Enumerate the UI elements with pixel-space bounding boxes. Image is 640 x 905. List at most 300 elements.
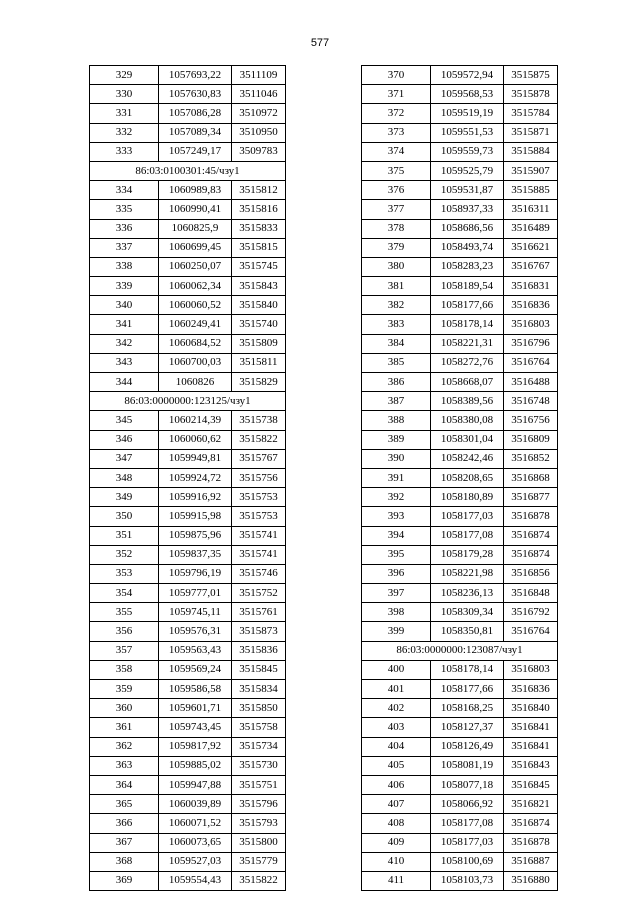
- point-number-cell: 374: [362, 142, 431, 161]
- table-row: [90, 334, 286, 353]
- table-row: [90, 641, 286, 660]
- table-row: [362, 660, 558, 679]
- y-coordinate-cell: 3515822: [232, 430, 286, 449]
- y-coordinate-cell: 3516311: [504, 200, 558, 219]
- table-row: [90, 584, 286, 603]
- x-coordinate-cell: 1059885,02: [159, 756, 232, 775]
- table-row: [362, 142, 558, 161]
- y-coordinate-cell: 3516887: [504, 852, 558, 871]
- x-coordinate-cell: 1058189,54: [431, 277, 504, 296]
- coordinates-table-left: [89, 65, 286, 891]
- x-coordinate-cell: 1058177,08: [431, 814, 504, 833]
- table-row: [90, 411, 286, 430]
- point-number-cell: 332: [90, 123, 159, 142]
- point-number-cell: 410: [362, 852, 431, 871]
- y-coordinate-cell: 3516878: [504, 507, 558, 526]
- x-coordinate-cell: 1058686,56: [431, 219, 504, 238]
- table-row: [90, 315, 286, 334]
- table-row: [90, 507, 286, 526]
- y-coordinate-cell: 3516856: [504, 564, 558, 583]
- x-coordinate-cell: 1057089,34: [159, 123, 232, 142]
- x-coordinate-cell: 1058066,92: [431, 795, 504, 814]
- point-number-cell: 389: [362, 430, 431, 449]
- point-number-cell: 402: [362, 699, 431, 718]
- y-coordinate-cell: 3515753: [232, 488, 286, 507]
- table-row: [90, 277, 286, 296]
- y-coordinate-cell: 3516840: [504, 699, 558, 718]
- point-number-cell: 334: [90, 181, 159, 200]
- x-coordinate-cell: 1060039,89: [159, 795, 232, 814]
- y-coordinate-cell: 3516803: [504, 315, 558, 334]
- point-number-cell: 352: [90, 545, 159, 564]
- point-number-cell: 344: [90, 373, 159, 392]
- x-coordinate-cell: 1060249,41: [159, 315, 232, 334]
- x-coordinate-cell: 1058127,37: [431, 718, 504, 737]
- y-coordinate-cell: 3516874: [504, 814, 558, 833]
- y-coordinate-cell: 3515741: [232, 526, 286, 545]
- y-coordinate-cell: 3516868: [504, 468, 558, 487]
- point-number-cell: 349: [90, 488, 159, 507]
- point-number-cell: 345: [90, 411, 159, 430]
- point-number-cell: 403: [362, 718, 431, 737]
- table-row: [90, 430, 286, 449]
- y-coordinate-cell: 3515850: [232, 699, 286, 718]
- point-number-cell: 369: [90, 871, 159, 890]
- x-coordinate-cell: 1060071,52: [159, 814, 232, 833]
- y-coordinate-cell: 3515845: [232, 660, 286, 679]
- point-number-cell: 368: [90, 852, 159, 871]
- x-coordinate-cell: 1058221,31: [431, 334, 504, 353]
- point-number-cell: 399: [362, 622, 431, 641]
- point-number-cell: 358: [90, 660, 159, 679]
- table-row: [362, 85, 558, 104]
- y-coordinate-cell: 3515815: [232, 238, 286, 257]
- table-row: [90, 353, 286, 372]
- x-coordinate-cell: 1058100,69: [431, 852, 504, 871]
- y-coordinate-cell: 3516488: [504, 373, 558, 392]
- point-number-cell: 364: [90, 775, 159, 794]
- x-coordinate-cell: 1059551,53: [431, 123, 504, 142]
- table-row: [362, 334, 558, 353]
- point-number-cell: 348: [90, 468, 159, 487]
- x-coordinate-cell: 1058301,04: [431, 430, 504, 449]
- y-coordinate-cell: 3516836: [504, 296, 558, 315]
- point-number-cell: 370: [362, 66, 431, 85]
- table-row: [362, 277, 558, 296]
- point-number-cell: 343: [90, 353, 159, 372]
- x-coordinate-cell: 1058177,66: [431, 680, 504, 699]
- point-number-cell: 392: [362, 488, 431, 507]
- point-number-cell: 387: [362, 392, 431, 411]
- x-coordinate-cell: 1058126,49: [431, 737, 504, 756]
- table-row: [362, 411, 558, 430]
- x-coordinate-cell: 1059916,92: [159, 488, 232, 507]
- y-coordinate-cell: 3515752: [232, 584, 286, 603]
- y-coordinate-cell: 3515746: [232, 564, 286, 583]
- point-number-cell: 375: [362, 161, 431, 180]
- x-coordinate-cell: 1060250,07: [159, 257, 232, 276]
- x-coordinate-cell: 1058177,08: [431, 526, 504, 545]
- table-row: [90, 66, 286, 85]
- point-number-cell: 366: [90, 814, 159, 833]
- x-coordinate-cell: 1059796,19: [159, 564, 232, 583]
- point-number-cell: 384: [362, 334, 431, 353]
- x-coordinate-cell: 1059601,71: [159, 699, 232, 718]
- y-coordinate-cell: 3515745: [232, 257, 286, 276]
- x-coordinate-cell: 1058177,03: [431, 507, 504, 526]
- x-coordinate-cell: 1058937,33: [431, 200, 504, 219]
- table-row: [362, 718, 558, 737]
- x-coordinate-cell: 1059743,45: [159, 718, 232, 737]
- y-coordinate-cell: 3515822: [232, 871, 286, 890]
- y-coordinate-cell: 3515834: [232, 680, 286, 699]
- table-row: [362, 545, 558, 564]
- table-row: [90, 833, 286, 852]
- point-number-cell: 396: [362, 564, 431, 583]
- table-row: [362, 66, 558, 85]
- point-number-cell: 333: [90, 142, 159, 161]
- y-coordinate-cell: 3515761: [232, 603, 286, 622]
- x-coordinate-cell: 1059576,31: [159, 622, 232, 641]
- point-number-cell: 380: [362, 257, 431, 276]
- point-number-cell: 337: [90, 238, 159, 257]
- table-row: [90, 660, 286, 679]
- table-row: [90, 257, 286, 276]
- x-coordinate-cell: 1058177,03: [431, 833, 504, 852]
- table-row: [362, 564, 558, 583]
- x-coordinate-cell: 1058168,25: [431, 699, 504, 718]
- y-coordinate-cell: 3511109: [232, 66, 286, 85]
- x-coordinate-cell: 1059525,79: [431, 161, 504, 180]
- point-number-cell: 335: [90, 200, 159, 219]
- point-number-cell: 376: [362, 181, 431, 200]
- table-row: [362, 449, 558, 468]
- point-number-cell: 356: [90, 622, 159, 641]
- table-row: [362, 257, 558, 276]
- x-coordinate-cell: 1060214,39: [159, 411, 232, 430]
- y-coordinate-cell: 3515809: [232, 334, 286, 353]
- point-number-cell: 407: [362, 795, 431, 814]
- table-row: [362, 526, 558, 545]
- point-number-cell: 365: [90, 795, 159, 814]
- point-number-cell: 360: [90, 699, 159, 718]
- y-coordinate-cell: 3516792: [504, 603, 558, 622]
- x-coordinate-cell: 1059554,43: [159, 871, 232, 890]
- table-row: [90, 852, 286, 871]
- table-row: [362, 584, 558, 603]
- table-row: [362, 737, 558, 756]
- point-number-cell: 411: [362, 871, 431, 890]
- y-coordinate-cell: 3515800: [232, 833, 286, 852]
- x-coordinate-cell: 1060073,65: [159, 833, 232, 852]
- x-coordinate-cell: 1058103,73: [431, 871, 504, 890]
- point-number-cell: 371: [362, 85, 431, 104]
- x-coordinate-cell: 1059915,98: [159, 507, 232, 526]
- y-coordinate-cell: 3516821: [504, 795, 558, 814]
- table-row: [362, 871, 558, 890]
- table-row: [362, 296, 558, 315]
- y-coordinate-cell: 3515840: [232, 296, 286, 315]
- point-number-cell: 394: [362, 526, 431, 545]
- section-header-row: [90, 161, 286, 180]
- table-row: [362, 699, 558, 718]
- x-coordinate-cell: 1057693,22: [159, 66, 232, 85]
- y-coordinate-cell: 3516489: [504, 219, 558, 238]
- point-number-cell: 404: [362, 737, 431, 756]
- x-coordinate-cell: 1060989,83: [159, 181, 232, 200]
- y-coordinate-cell: 3515758: [232, 718, 286, 737]
- point-number-cell: 342: [90, 334, 159, 353]
- table-row: [362, 353, 558, 372]
- y-coordinate-cell: 3515796: [232, 795, 286, 814]
- point-number-cell: 405: [362, 756, 431, 775]
- point-number-cell: 367: [90, 833, 159, 852]
- y-coordinate-cell: 3516764: [504, 622, 558, 641]
- coordinates-table-right: [361, 65, 558, 891]
- x-coordinate-cell: 1058350,81: [431, 622, 504, 641]
- y-coordinate-cell: 3516748: [504, 392, 558, 411]
- y-coordinate-cell: 3515784: [504, 104, 558, 123]
- table-row: [90, 737, 286, 756]
- table-row: [362, 238, 558, 257]
- table-row: [90, 85, 286, 104]
- y-coordinate-cell: 3515885: [504, 181, 558, 200]
- point-number-cell: 395: [362, 545, 431, 564]
- table-row: [362, 315, 558, 334]
- table-row: [90, 871, 286, 890]
- x-coordinate-cell: 1059837,35: [159, 545, 232, 564]
- y-coordinate-cell: 3515740: [232, 315, 286, 334]
- table-row: [90, 373, 286, 392]
- point-number-cell: 357: [90, 641, 159, 660]
- section-cadastral-number: 86:03:0100301:45/чзу1: [90, 161, 286, 180]
- y-coordinate-cell: 3515833: [232, 219, 286, 238]
- y-coordinate-cell: 3515753: [232, 507, 286, 526]
- point-number-cell: 378: [362, 219, 431, 238]
- y-coordinate-cell: 3516756: [504, 411, 558, 430]
- table-row: [362, 104, 558, 123]
- section-header-row: [362, 641, 558, 660]
- x-coordinate-cell: 1060699,45: [159, 238, 232, 257]
- y-coordinate-cell: 3516878: [504, 833, 558, 852]
- y-coordinate-cell: 3516874: [504, 526, 558, 545]
- x-coordinate-cell: 1058179,28: [431, 545, 504, 564]
- y-coordinate-cell: 3516621: [504, 238, 558, 257]
- x-coordinate-cell: 1057249,17: [159, 142, 232, 161]
- point-number-cell: 383: [362, 315, 431, 334]
- x-coordinate-cell: 1058668,07: [431, 373, 504, 392]
- x-coordinate-cell: 1057086,28: [159, 104, 232, 123]
- section-header-row: [90, 392, 286, 411]
- y-coordinate-cell: 3516841: [504, 737, 558, 756]
- table-row: [90, 814, 286, 833]
- x-coordinate-cell: 1059745,11: [159, 603, 232, 622]
- table-row: [362, 468, 558, 487]
- x-coordinate-cell: 1059817,92: [159, 737, 232, 756]
- point-number-cell: 382: [362, 296, 431, 315]
- point-number-cell: 391: [362, 468, 431, 487]
- point-number-cell: 386: [362, 373, 431, 392]
- table-row: [362, 852, 558, 871]
- point-number-cell: 329: [90, 66, 159, 85]
- y-coordinate-cell: 3515756: [232, 468, 286, 487]
- y-coordinate-cell: 3515779: [232, 852, 286, 871]
- point-number-cell: 409: [362, 833, 431, 852]
- y-coordinate-cell: 3515843: [232, 277, 286, 296]
- point-number-cell: 341: [90, 315, 159, 334]
- x-coordinate-cell: 1058208,65: [431, 468, 504, 487]
- table-row: [90, 603, 286, 622]
- point-number-cell: 363: [90, 756, 159, 775]
- table-row: [90, 564, 286, 583]
- y-coordinate-cell: 3515878: [504, 85, 558, 104]
- y-coordinate-cell: 3516852: [504, 449, 558, 468]
- x-coordinate-cell: 1058077,18: [431, 775, 504, 794]
- x-coordinate-cell: 1058236,13: [431, 584, 504, 603]
- point-number-cell: 350: [90, 507, 159, 526]
- y-coordinate-cell: 3510972: [232, 104, 286, 123]
- table-row: [362, 814, 558, 833]
- table-row: [90, 699, 286, 718]
- table-row: [90, 680, 286, 699]
- y-coordinate-cell: 3515738: [232, 411, 286, 430]
- table-row: [362, 833, 558, 852]
- x-coordinate-cell: 1059559,73: [431, 142, 504, 161]
- x-coordinate-cell: 1058283,23: [431, 257, 504, 276]
- point-number-cell: 362: [90, 737, 159, 756]
- x-coordinate-cell: 1060684,52: [159, 334, 232, 353]
- table-row: [90, 123, 286, 142]
- x-coordinate-cell: 1058309,34: [431, 603, 504, 622]
- x-coordinate-cell: 1059572,94: [431, 66, 504, 85]
- x-coordinate-cell: 1060826: [159, 373, 232, 392]
- x-coordinate-cell: 1060062,34: [159, 277, 232, 296]
- point-number-cell: 388: [362, 411, 431, 430]
- y-coordinate-cell: 3510950: [232, 123, 286, 142]
- x-coordinate-cell: 1058493,74: [431, 238, 504, 257]
- y-coordinate-cell: 3516831: [504, 277, 558, 296]
- point-number-cell: 361: [90, 718, 159, 737]
- table-row: [90, 200, 286, 219]
- point-number-cell: 390: [362, 449, 431, 468]
- table-row: [90, 104, 286, 123]
- point-number-cell: 379: [362, 238, 431, 257]
- y-coordinate-cell: 3516796: [504, 334, 558, 353]
- y-coordinate-cell: 3515907: [504, 161, 558, 180]
- point-number-cell: 381: [362, 277, 431, 296]
- section-cadastral-number: 86:03:0000000:123125/чзу1: [90, 392, 286, 411]
- x-coordinate-cell: 1059875,96: [159, 526, 232, 545]
- point-number-cell: 373: [362, 123, 431, 142]
- y-coordinate-cell: 3515875: [504, 66, 558, 85]
- x-coordinate-cell: 1059586,58: [159, 680, 232, 699]
- y-coordinate-cell: 3509783: [232, 142, 286, 161]
- y-coordinate-cell: 3515836: [232, 641, 286, 660]
- left-table-body: [90, 66, 286, 891]
- y-coordinate-cell: 3515767: [232, 449, 286, 468]
- x-coordinate-cell: 1059949,81: [159, 449, 232, 468]
- y-coordinate-cell: 3515730: [232, 756, 286, 775]
- table-row: [362, 123, 558, 142]
- y-coordinate-cell: 3515829: [232, 373, 286, 392]
- table-row: [90, 718, 286, 737]
- y-coordinate-cell: 3515816: [232, 200, 286, 219]
- y-coordinate-cell: 3515884: [504, 142, 558, 161]
- y-coordinate-cell: 3515793: [232, 814, 286, 833]
- x-coordinate-cell: 1060990,41: [159, 200, 232, 219]
- table-row: [362, 680, 558, 699]
- y-coordinate-cell: 3516803: [504, 660, 558, 679]
- table-row: [90, 296, 286, 315]
- point-number-cell: 340: [90, 296, 159, 315]
- point-number-cell: 397: [362, 584, 431, 603]
- y-coordinate-cell: 3511046: [232, 85, 286, 104]
- point-number-cell: 408: [362, 814, 431, 833]
- x-coordinate-cell: 1059947,88: [159, 775, 232, 794]
- x-coordinate-cell: 1058389,56: [431, 392, 504, 411]
- y-coordinate-cell: 3516843: [504, 756, 558, 775]
- y-coordinate-cell: 3515734: [232, 737, 286, 756]
- point-number-cell: 339: [90, 277, 159, 296]
- point-number-cell: 336: [90, 219, 159, 238]
- x-coordinate-cell: 1058178,14: [431, 660, 504, 679]
- table-row: [362, 775, 558, 794]
- table-row: [362, 200, 558, 219]
- table-row: [90, 756, 286, 775]
- y-coordinate-cell: 3515741: [232, 545, 286, 564]
- point-number-cell: 393: [362, 507, 431, 526]
- point-number-cell: 406: [362, 775, 431, 794]
- x-coordinate-cell: 1059519,19: [431, 104, 504, 123]
- page-number: 577: [310, 37, 330, 49]
- point-number-cell: 398: [362, 603, 431, 622]
- table-row: [362, 756, 558, 775]
- x-coordinate-cell: 1060060,62: [159, 430, 232, 449]
- x-coordinate-cell: 1059569,24: [159, 660, 232, 679]
- x-coordinate-cell: 1060060,52: [159, 296, 232, 315]
- x-coordinate-cell: 1058380,08: [431, 411, 504, 430]
- table-row: [90, 775, 286, 794]
- x-coordinate-cell: 1057630,83: [159, 85, 232, 104]
- y-coordinate-cell: 3516845: [504, 775, 558, 794]
- x-coordinate-cell: 1058221,98: [431, 564, 504, 583]
- table-row: [90, 219, 286, 238]
- point-number-cell: 400: [362, 660, 431, 679]
- y-coordinate-cell: 3516880: [504, 871, 558, 890]
- x-coordinate-cell: 1058242,46: [431, 449, 504, 468]
- x-coordinate-cell: 1058180,89: [431, 488, 504, 507]
- x-coordinate-cell: 1058177,66: [431, 296, 504, 315]
- x-coordinate-cell: 1059924,72: [159, 468, 232, 487]
- y-coordinate-cell: 3515811: [232, 353, 286, 372]
- point-number-cell: 372: [362, 104, 431, 123]
- table-row: [90, 622, 286, 641]
- table-row: [90, 488, 286, 507]
- y-coordinate-cell: 3516841: [504, 718, 558, 737]
- x-coordinate-cell: 1060700,03: [159, 353, 232, 372]
- section-cadastral-number: 86:03:0000000:123087/чзу1: [362, 641, 558, 660]
- table-row: [90, 468, 286, 487]
- point-number-cell: 385: [362, 353, 431, 372]
- table-row: [90, 181, 286, 200]
- table-row: [362, 507, 558, 526]
- point-number-cell: 354: [90, 584, 159, 603]
- point-number-cell: 377: [362, 200, 431, 219]
- x-coordinate-cell: 1059527,03: [159, 852, 232, 871]
- y-coordinate-cell: 3516874: [504, 545, 558, 564]
- x-coordinate-cell: 1059531,87: [431, 181, 504, 200]
- table-row: [90, 449, 286, 468]
